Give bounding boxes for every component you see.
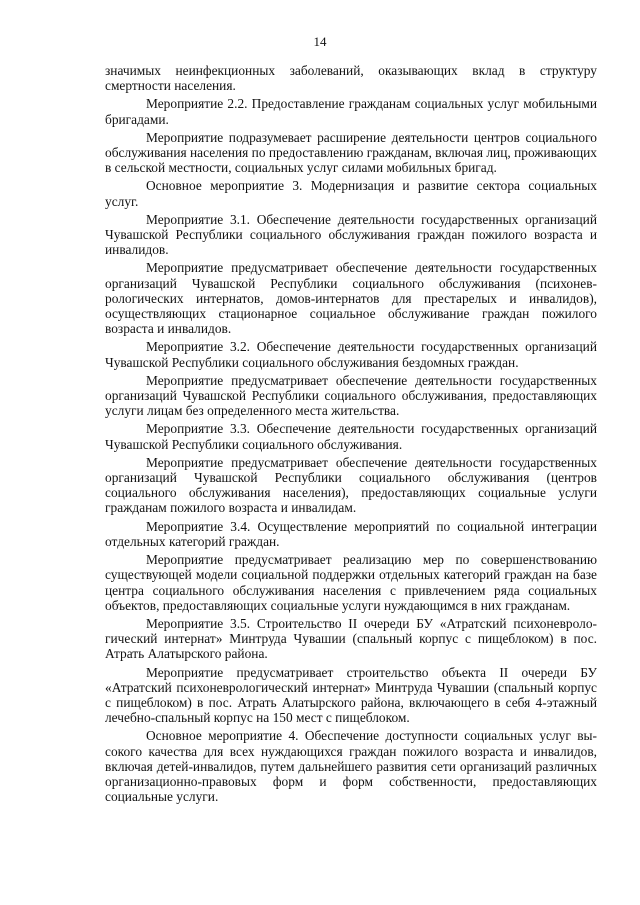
page-number: 14 bbox=[313, 34, 327, 49]
paragraph: значимых неинфекционных заболеваний, оказывающих вклад в структуру смертности населения. bbox=[105, 63, 597, 94]
paragraph: Мероприятие предусматривает обеспечение деятельности государственных организаций Чувашской Республики социального обслуживания (психоневрологических интернатов, домов-интернатов для престарелых и инвалидов), осуществляющих стационарное социальное обслуживание граждан пожилого возраста и инвалидов. bbox=[105, 260, 597, 337]
paragraph: Мероприятие предусматривает реализацию мер по совершенствованию существующей модели социальной поддержки отдельных категорий граждан на базе центра социального обслуживания населения с привлечением ряда социальных объектов, предоставляющих социальные услуги нуждающимся в них гражданам. bbox=[105, 552, 597, 613]
document-body bbox=[105, 63, 597, 807]
paragraph: Основное мероприятие 4. Обеспечение доступности социальных услуг высокого качества для всех нуждающихся граждан пожилого возраста и инвалидов, включая детей-инвалидов, путем дальнейшего развития сети организаций различных организационно-правовых форм и форм собственности, предоставляющих социальные услуги. bbox=[105, 728, 597, 805]
paragraph: Основное мероприятие 3. Модернизация и развитие сектора социальных услуг. bbox=[105, 178, 597, 209]
paragraph: Мероприятие 3.5. Строительство II очереди БУ «Атратский психоневрологический интернат» Минтруда Чувашии (спальный корпус с пищеблоком) в пос. Атрать Алатырского района. bbox=[105, 615, 597, 662]
paragraph: Мероприятие предусматривает строительство объекта II очереди БУ «Атратский психоневрологический интернат» Минтруда Чувашии (спальный корпус с пищеблоком) в пос. Атрать Алатырского района, включающего в себя 4-этажный лечебно-спальный корпус на 150 мест с пищеблоком. bbox=[105, 664, 597, 726]
paragraph: Мероприятие подразумевает расширение деятельности центров социального обслуживания населения по предоставлению гражданам, включая лиц, проживающих в сельской местности, социальных услуг силами мобильных бригад. bbox=[105, 129, 597, 176]
paragraph: Мероприятие 2.2. Предоставление гражданам социальных услуг мобильными бригадами. bbox=[105, 96, 597, 127]
paragraph: Мероприятие предусматривает обеспечение деятельности государственных организаций Чувашской Республики социального обслуживания (центров социального обслуживания населения), предоставляющих социальные услуги гражданам пожилого возраста и инвалидам. bbox=[105, 454, 597, 516]
paragraph: Мероприятие 3.2. Обеспечение деятельности государственных организаций Чувашской Республики социального обслуживания бездомных граждан. bbox=[105, 339, 597, 370]
paragraph: Мероприятие 3.4. Осуществление мероприятий по социальной интеграции отдельных категорий граждан. bbox=[105, 518, 597, 549]
paragraph: Мероприятие 3.3. Обеспечение деятельности государственных организаций Чувашской Республики социального обслуживания. bbox=[105, 421, 597, 452]
paragraph: Мероприятие 3.1. Обеспечение деятельности государственных организаций Чувашской Республики социального обслуживания граждан пожилого возраста и инвалидов. bbox=[105, 211, 597, 258]
paragraph: Мероприятие предусматривает обеспечение деятельности государственных организаций Чувашской Республики социального обслуживания, предоставляющих услуги лицам без определенного места жительства. bbox=[105, 372, 597, 419]
